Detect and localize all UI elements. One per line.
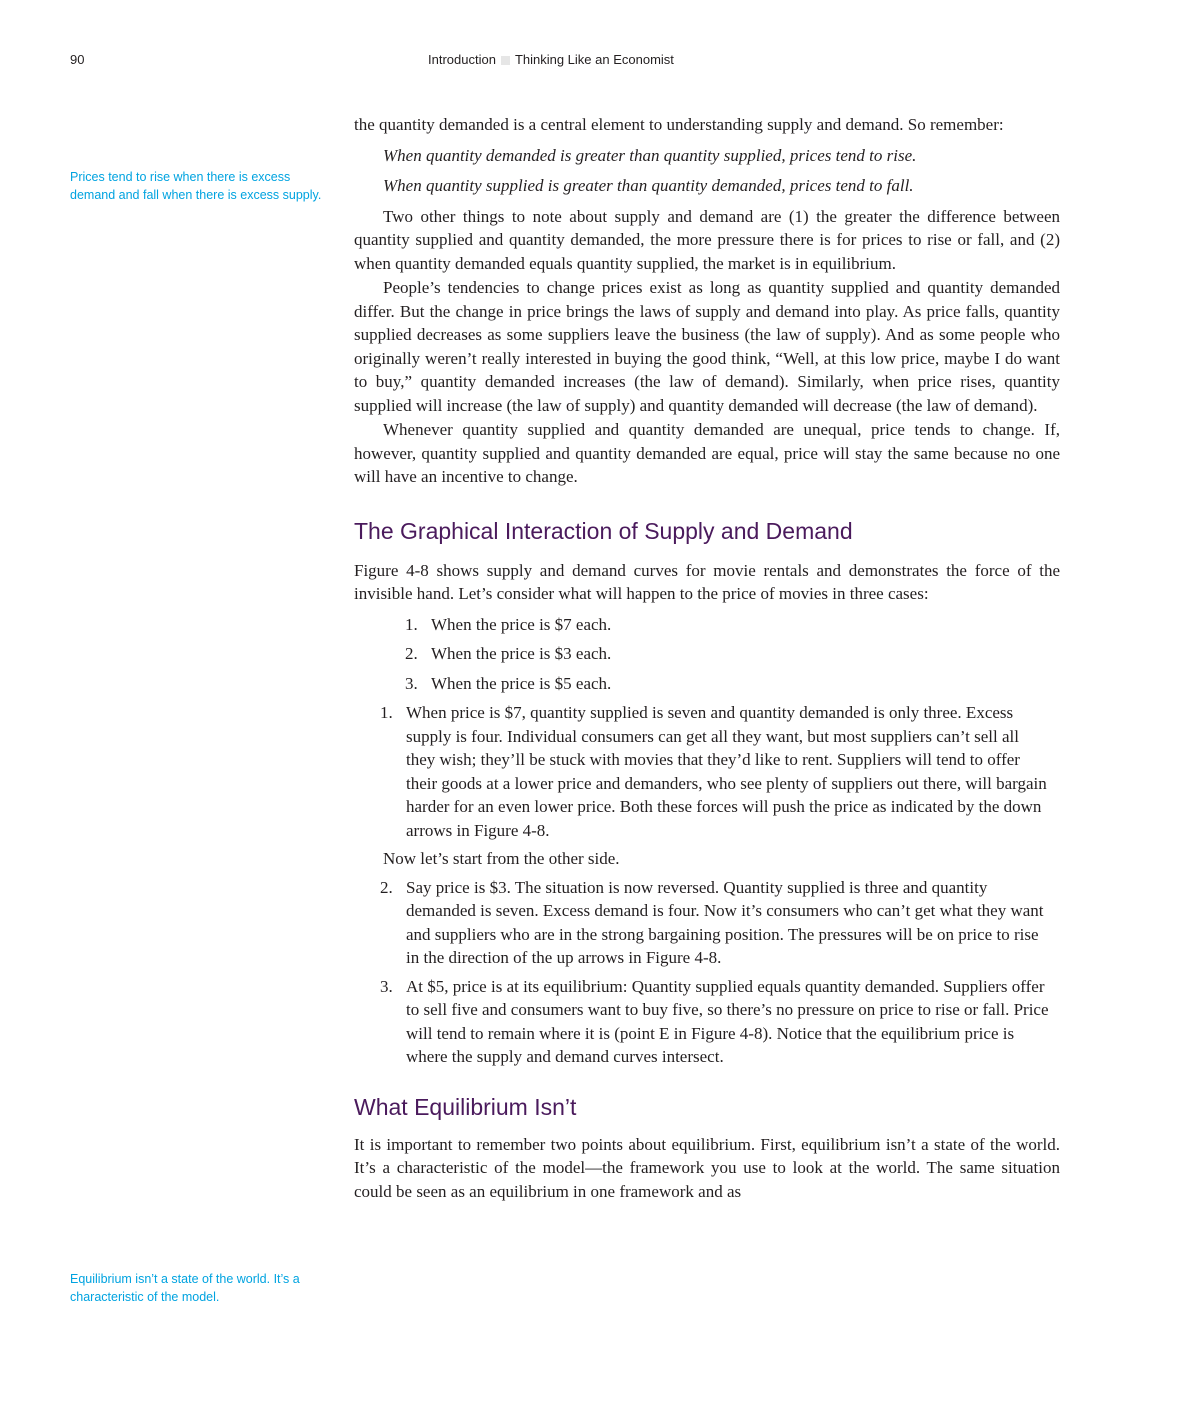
list-item [405,613,1060,637]
paragraph-equilibrium: It is important to remember two points about equilibrium. First, equilibrium isn’t a state of the world. It’s a characteristic of the model—the framework you use to look at the world. The same situation could be seen as an equilibrium in one framework and as [354,1134,1060,1201]
rule-prices-rise: When quantity demanded is greater than quantity supplied, prices tend to rise. [383,145,917,165]
paragraph-two-things: Two other things to note about supply and demand are (1) the greater the difference between quantity supplied and quantity demanded, the more pressure there is for prices to rise or fall, and (2) when quantity demanded equals quantity supplied, the market is in equilibrium. [354,206,1060,273]
main-column [354,113,1060,1203]
list-item [380,701,1060,842]
heading-graphical-interaction: The Graphical Interaction of Supply and Demand [354,517,853,544]
list-number: 2. [405,644,418,663]
running-title [428,52,674,67]
list-text: At $5, price is at its equilibrium: Quantity supplied equals quantity demanded. Suppliers offer to sell five and consumers want to buy five, so there’s no pressure on price to rise or fall. Price will tend to remain where it is (point E in Figure 4-8). Notice that the equilibrium price is where the supply and demand curves intersect. [406,976,1049,1066]
list-number: 3. [405,673,418,693]
list-number: 2. [380,877,393,897]
part-title: Introduction [428,52,496,67]
list-number: 3. [380,976,393,996]
list-item [380,975,1060,1069]
paragraph-intro: the quantity demanded is a central element to understanding supply and demand. So remember: [354,115,1004,134]
case-explanation-list-a [354,701,1060,842]
list-number: 1. [405,614,418,634]
list-text: When the price is $7 each. [431,614,612,634]
paragraph-whenever: Whenever quantity supplied and quantity demanded are unequal, price tends to change. If, however, quantity supplied and quantity demanded are equal, price will stay the same because no one will have an incentive to change. [354,420,1060,486]
running-head [70,52,1130,72]
list-text: Say price is $3. The situation is now reversed. Quantity supplied is three and quantity demanded is seven. Excess demand is four. Now it’s consumers who can’t get what they want and suppliers who are in the strong bargaining position. The pressures will be on price to rise in the direction of the up arrows in Figure 4-8. [406,877,1044,967]
margin-note-prices: Prices tend to rise when there is excess demand and fall when there is excess supply. [70,170,322,202]
page-number: 90 [70,52,85,67]
list-text: When the price is $3 each. [431,644,612,663]
rule-prices-fall: When quantity supplied is greater than quantity demanded, prices tend to fall. [383,176,914,195]
case-explanation-list-b [354,876,1060,1069]
paragraph-other-side: Now let’s start from the other side. [383,849,620,868]
separator-square-icon [501,56,510,65]
price-cases-list [354,613,1060,696]
list-item [380,876,1060,970]
margin-note-equilibrium: Equilibrium isn’t a state of the world. It’s a characteristic of the model. [70,1272,300,1304]
paragraph-tendencies: People’s tendencies to change prices exist as long as quantity supplied and quantity demanded differ. But the change in price brings the laws of supply and demand into play. As price falls, quantity supplied decreases as some suppliers leave the business (the law of supply). And as some people who originally weren’t really interested in buying the good think, “Well, at this low price, maybe I do want to buy,” quantity demanded increases (the law of demand). Similarly, when price rises, quantity supplied will increase (the law of supply) and quantity demanded will decrease (the law of demand). [354,278,1060,415]
list-text: When the price is $5 each. [431,673,612,693]
list-text: When price is $7, quantity supplied is seven and quantity demanded is only three. Excess supply is four. Individual consumers can get all they want, but most suppliers can’t sell all they wish; they’ll be stuck with movies that they’d like to rent. Suppliers will tend to offer their goods at a lower price and demanders, who see plenty of suppliers out there, will bargain harder for an even lower price. Both these forces will push the price as indicated by the down arrows in Figure 4-8. [406,703,1047,840]
list-number: 1. [380,703,393,722]
chapter-title: Thinking Like an Economist [514,52,674,67]
paragraph-figure-intro: Figure 4-8 shows supply and demand curves for movie rentals and demonstrates the force of the invisible hand. Let’s consider what will happen to the price of movies in three cases: [354,560,1060,603]
heading-what-equilibrium-isnt: What Equilibrium Isn’t [354,1093,577,1120]
list-item [405,642,1060,666]
list-item [405,672,1060,696]
